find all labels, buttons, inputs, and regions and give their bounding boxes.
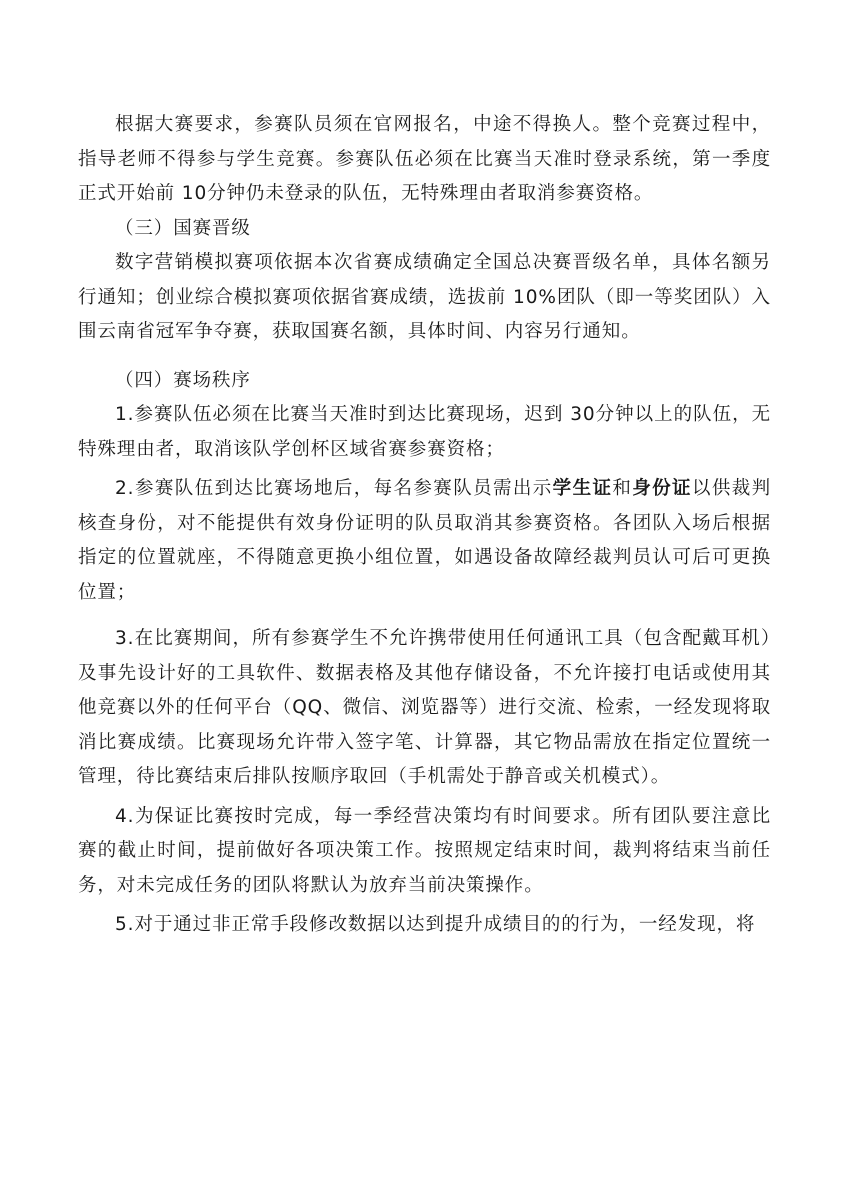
rule-item-2-text-a: 2.参赛队伍到达比赛场地后，每名参赛队员需出示 — [115, 478, 553, 499]
section-heading-venue-order: （四）赛场秩序 — [115, 369, 251, 391]
paragraph-registration: 根据大赛要求，参赛队员须在官网报名，中途不得换人。整个竞赛过程中，指导老师不得参与学生竞赛。参赛队伍必须在比赛当天准时登录系统，第一季度正式开始前 10分钟仍未登录的队伍，无特殊理由者取消参赛资格。 — [78, 114, 771, 204]
paragraph-national-promotion: 数字营销模拟赛项依据本次省赛成绩确定全国总决赛晋级名单，具体名额另行通知；创业综合模拟赛项依据省赛成绩，选拔前 10%团队（即一等奖团队）入围云南省冠军争夺赛，获取国赛名额，具体时间、内容另行通知。 — [78, 252, 771, 342]
rule-item-3: 3.在比赛期间，所有参赛学生不允许携带使用任何通讯工具（包含配戴耳机）及事先设计好的工具软件、数据表格及其他存储设备，不允许接打电话或使用其他竞赛以外的任何平台（QQ、微信、浏览器等）进行交流、检索，一经发现将取消比赛成绩。比赛现场允许带入签字笔、计算器，其它物品需放在指定位置统一管理，待比赛结束后排队按顺序取回（手机需处于静音或关机模式）。 — [78, 628, 771, 787]
rule-item-2-text-b: 以供裁判核查身份，对不能提供有效身份证明的队员取消其参赛资格。各团队入场后根据指定的位置就座，不得随意更换小组位置，如遇设备故障经裁判员认可后可更换位置； — [78, 478, 772, 603]
rule-item-5: 5.对于通过非正常手段修改数据以达到提升成绩目的的行为，一经发现，将 — [115, 914, 756, 935]
rule-item-1: 1.参赛队伍必须在比赛当天准时到达比赛现场，迟到 30分钟以上的队伍，无特殊理由者，取消该队学创杯区域省赛参赛资格； — [78, 404, 771, 460]
section-heading-national-promotion: （三）国赛晋级 — [115, 217, 251, 239]
rule-item-2-and: 和 — [612, 478, 633, 499]
rule-item-4: 4.为保证比赛按时完成，每一季经营决策均有时间要求。所有团队要注意比赛的截止时间，提前做好各项决策工作。按照规定结束时间，裁判将结束当前任务，对未完成任务的团队将默认为放弃当前决策操作。 — [78, 805, 771, 896]
identity-card-bold: 身份证 — [632, 478, 692, 499]
student-id-bold: 学生证 — [552, 478, 613, 499]
rule-item-2 — [78, 472, 771, 610]
